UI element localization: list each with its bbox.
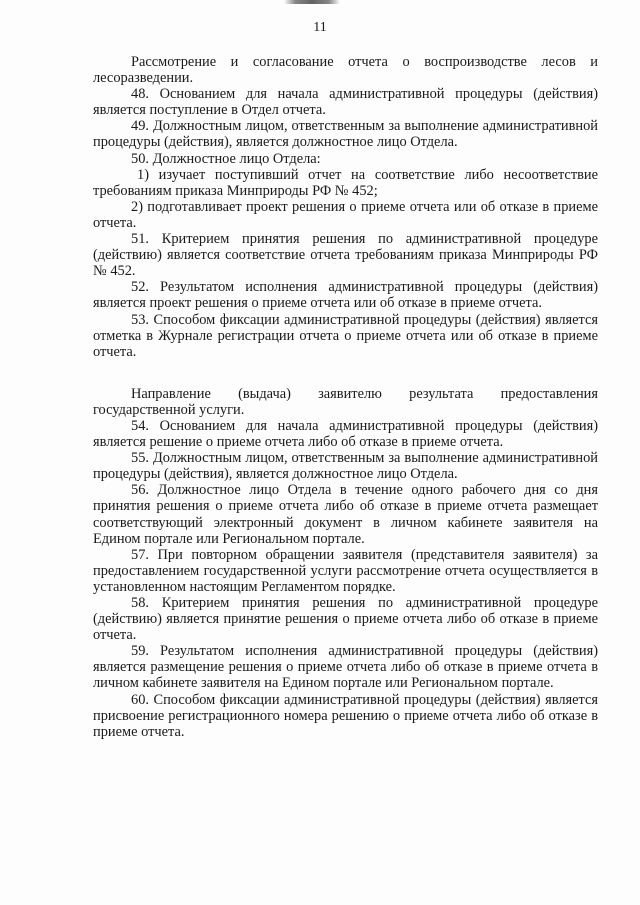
- paragraph-49: 49. Должностным лицом, ответственным за выполнение административной процедуры (действия), является должностное лицо Отдела.: [93, 118, 598, 151]
- paragraph-50-item-2: 2) подготавливает проект решения о приеме отчета или об отказе в приеме отчета.: [93, 198, 598, 231]
- paragraph-52: 52. Результатом исполнения административной процедуры (действия) является проект решения о приеме отчета или об отказе в приеме отчета.: [93, 279, 598, 312]
- paragraph-57: 57. При повторном обращении заявителя (представителя заявителя) за предоставлением государственной услуги рассмотрение отчета осуществляется в установленном настоящим Регламентом порядке.: [93, 546, 598, 595]
- paragraph-50-item-1: 1) изучает поступивший отчет на соответствие либо несоответствие требованиям приказа Минприроды РФ № 452;: [93, 166, 598, 199]
- document-body: [93, 54, 598, 740]
- paragraph-50: 50. Должностное лицо Отдела:: [131, 150, 321, 167]
- paragraph-56: 56. Должностное лицо Отдела в течение одного рабочего дня со дня принятия решения о приеме отчета либо об отказе в приеме отчета размещает соответствующий электронный документ в личном кабинете заявителя на Едином портале или Региональном портале.: [93, 482, 598, 547]
- section-heading-review: Рассмотрение и согласование отчета о воспроизводстве лесов и лесоразведении.: [93, 54, 598, 87]
- paragraph-58: 58. Критерием принятия решения по административной процедуре (действию) является принятие решения о приеме отчета либо об отказе в приеме отчета.: [93, 595, 598, 644]
- paragraph-59: 59. Результатом исполнения административной процедуры (действия) является размещение решения о приеме отчета либо об отказе в приеме отчета в личном кабинете заявителя на Едином портале или Региональном портале.: [93, 643, 598, 692]
- scan-artifact-mark: [284, 0, 340, 4]
- paragraph-53: 53. Способом фиксации административной процедуры (действия) является отметка в Журнале регистрации отчета о приеме отчета или об отказе в приеме отчета.: [93, 311, 598, 360]
- page-number: 11: [313, 20, 327, 35]
- paragraph-55: 55. Должностным лицом, ответственным за выполнение административной процедуры (действия), является должностное лицо Отдела.: [93, 450, 598, 483]
- paragraph-48: 48. Основанием для начала административной процедуры (действия) является поступление в Отдел отчета.: [93, 86, 598, 119]
- section-heading-issuance: Направление (выдача) заявителю результата предоставления государственной услуги.: [93, 385, 598, 418]
- paragraph-51: 51. Критерием принятия решения по административной процедуре (действию) является соответствие отчета требованиям приказа Минприроды РФ № 452.: [93, 231, 598, 280]
- paragraph-54: 54. Основанием для начала административной процедуры (действия) является решение о приеме отчета либо об отказе в приеме отчета.: [93, 417, 598, 451]
- section-spacer: [93, 360, 598, 386]
- paragraph-60: 60. Способом фиксации административной процедуры (действия) является присвоение регистрационного номера решению о приеме отчета либо об отказе в приеме отчета.: [93, 691, 598, 740]
